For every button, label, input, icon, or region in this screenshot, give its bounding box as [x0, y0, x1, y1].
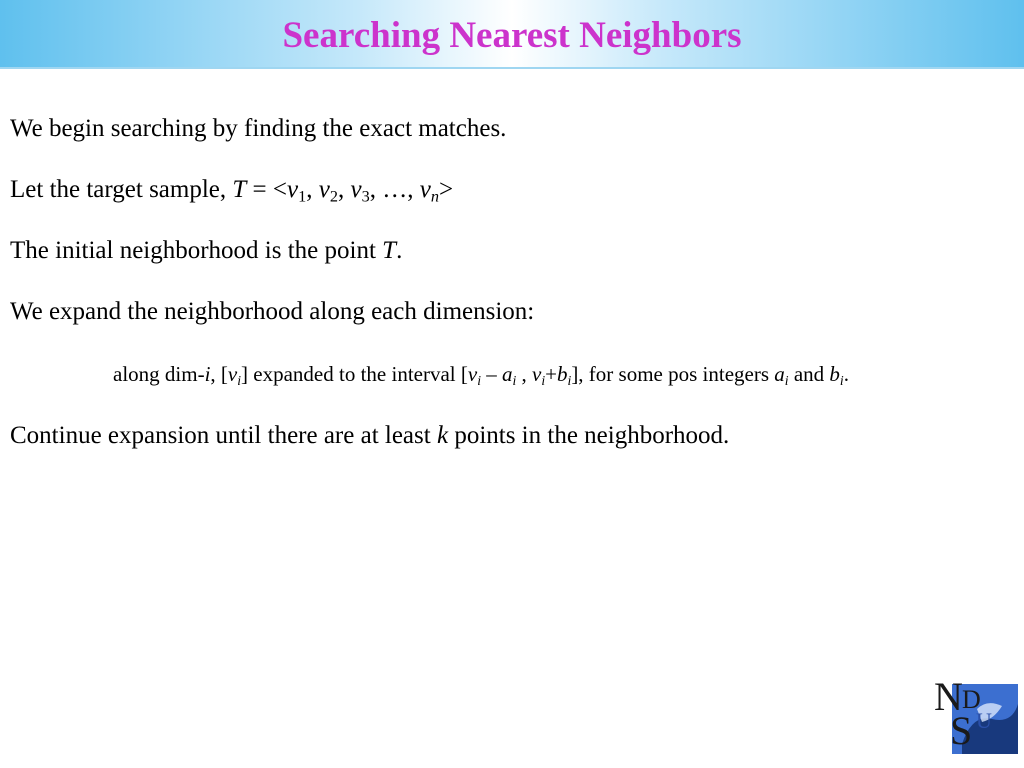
- bullet-expand-neighborhood: We expand the neighborhood along each dimension:: [10, 298, 535, 325]
- logo-letter-n: N: [934, 674, 963, 719]
- sub-bullet-interval: along dim-i, $[v_i]$ expanded to the interval [$v_i - a_i$ , $v_i+b_i$], for some pos integers $a_i$ and $b_i$.: [113, 362, 849, 388]
- bullet-continue-expansion: Continue expansion until there are at least k points in the neighborhood.: [10, 422, 730, 449]
- bullet-initial-neighborhood: The initial neighborhood is the point T.: [10, 237, 403, 264]
- title-bar: [0, 0, 1024, 69]
- bullet-exact-matches: We begin searching by finding the exact matches.: [10, 115, 507, 142]
- bullet-target-sample: Let the target sample, $T = <v_1$, $v_2$, $v_3$, …, $v_n>$: [10, 176, 454, 206]
- logo-letter-u: U: [976, 708, 992, 733]
- logo-letter-d: D: [962, 685, 981, 714]
- ndsu-logo: [932, 674, 1018, 754]
- logo-letter-s: S: [950, 708, 973, 753]
- slide-title: Searching Nearest Neighbors: [282, 15, 742, 56]
